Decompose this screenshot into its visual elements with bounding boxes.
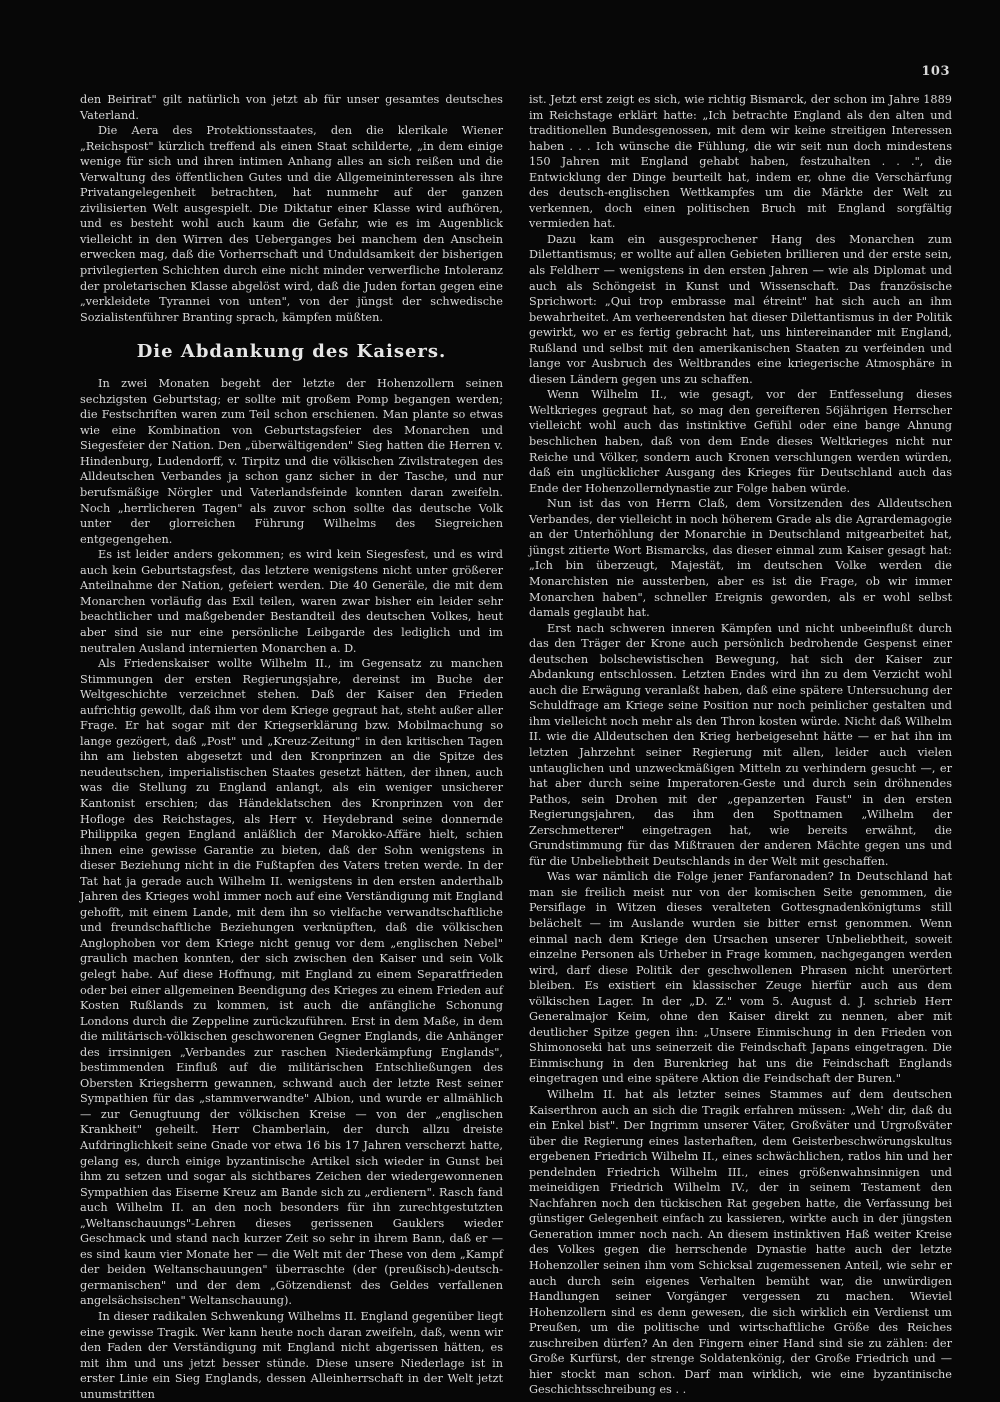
paragraph: den Beirirat" gilt natürlich von jetzt ab für unser gesamtes deutsches Vaterland. [80, 93, 503, 122]
paragraph: Als Friedenskaiser wollte Wilhelm II., im Gegensatz zu manchen Stimmungen der ersten Regierungsjahre, dereinst im Buche der Weltgeschichte verzeichnet stehen. Daß der Kaiser den Frieden aufrichtig gewollt, daß ihm vor dem Kriege gegraut hat, steht außer aller Frage. Er hat sogar mit der Kriegserklärung bzw. Mobilmachung so lange gezögert, daß „Post" und „Kreuz-Zeitung" in den kritischen Tagen ihn am liebsten abgesetzt und den Kronprinzen an die Spitze des neudeutschen, imperialistischen Staates gesetzt hätten, der ihnen, auch was die Stellung zu England anlangt, als ein weniger unsicherer Kantonist erschien; das Händeklatschen des Kronprinzen von der Hofloge des Reichstages, als Herr v. Heydebrand seine donnernde Philippika gegen England anläßlich der Marokko-Affäre hielt, schien ihnen eine gewisse Garantie zu bieten, daß der Sohn wenigstens in dieser Beziehung nicht in die Fußtapfen des Vaters treten werde. In der Tat hat ja gerade auch Wilhelm II. wenigstens in den ersten anderthalb Jahren des Krieges wohl immer noch auf eine Verständigung mit England gehofft, mit einem Lande, mit dem ihn so vielfache verwandtschaftliche und freundschaftliche Beziehungen verknüpften, daß die völkischen Anglophoben vor dem Kriege nicht genug vor dem „englischen Nebel" graulich machen konnten, der sich zwischen den Kaiser und sein Volk gelegt habe. Auf diese Hoffnung, mit England zu einem Separatfrieden oder bei einer allgemeinen Beendigung des Krieges zu einem Frieden auf Kosten Rußlands zu kommen, ist auch die anfängliche Schonung Londons durch die Zeppeline zurückzuführen. Erst in dem Maße, in dem die militärisch-völkischen geschworenen Gegner Englands, die Anhänger des irrsinnigen „Verbandes zur raschen Niederkämpfung Englands", bestimmenden Einfluß auf die militärischen Entschließungen des Obersten Kriegsherrn gewannen, schwand auch der letzte Rest seiner Sympathien für das „stammverwandte" Albion, und wurde er allmählich — zur Genugtuung der völkischen Kreise — von der „englischen Krankheit" geheilt. Herr Chamberlain, der durch allzu dreiste Aufdringlichkeit seine Gnade vor etwa 16 bis 17 Jahren verscherzt hatte, gelang es, durch einige byzantinische Artikel sich wieder in Gunst bei ihm zu setzen und sogar als sichtbares Zeichen der wiedergewonnenen Sympathien das Eiserne Kreuz am Bande sich zu „erdienern". Rasch fand auch Wilhelm II. an den noch besonders für ihn zurechtgestutzten „Weltanschauungs"-Lehren dieses gerissenen Gauklers wieder Geschmack und stand nach kurzer Zeit so sehr in ihrem Bann, daß er — es sind kaum vier Monate her — die Welt mit der These von dem „Kampf der beiden Weltanschauungen" überraschte (der (preußisch)-deutsch-germanischen" und der dem „Götzendienst des Geldes verfallenen angelsächsischen" Weltanschauung). [80, 657, 503, 1308]
paragraph: ist. Jetzt erst zeigt es sich, wie richtig Bismarck, der schon im Jahre 1889 im Reichstage erklärt hatte: „Ich betrachte England als den alten und traditionellen Bundesgenossen, mit dem wir keine streitigen Interessen haben . . . Ich wünsche die Fühlung, die wir seit nun doch mindestens 150 Jahren mit England gehabt haben, festzuhalten . . .", die Entwicklung der Dinge beurteilt hat, indem er, ohne die Verschärfung des deutsch-englischen Wettkampfes um die Märkte der Welt zu verkennen, doch einen politischen Bruch mit England sorgfältig vermieden hat. [529, 93, 952, 231]
paragraph: Dazu kam ein ausgesprochener Hang des Monarchen zum Dilettantismus; er wollte auf allen Gebieten brillieren und der erste sein, als Feldherr — wenigstens in den ersten Jahren — wie als Diplomat und auch als Schöngeist in Kunst und Wissenschaft. Das französische Sprichwort: „Qui trop embrasse mal étreint" hat sich auch an ihm bewahrheitet. Am verheerendsten hat dieser Dilettantismus in der Politik gewirkt, wo er es fertig gebracht hat, uns hintereinander mit England, Rußland und selbst mit den amerikanischen Staaten zu verfeinden und lange vor Ausbruch des Weltbrandes eine kriegerische Atmosphäre in diesen Ländern gegen uns zu schaffen. [529, 232, 952, 386]
paragraph: Nun ist das von Herrn Claß, dem Vorsitzenden des Alldeutschen Verbandes, der vielleicht in noch höherem Grade als die Agrardemagogie an der Unterhöhlung der Monarchie in Deutschland mitgearbeitet hat, jüngst zitierte Wort Bismarcks, das dieser einmal zum Kaiser gesagt hat: „Ich bin überzeugt, Majestät, im deutschen Volke werden die Monarchisten nie aussterben, aber es ist die Frage, ob wir immer Monarchen haben", schneller Ereignis geworden, als er wohl selbst damals geglaubt hat. [529, 497, 952, 620]
paragraph: Erst nach schweren inneren Kämpfen und nicht unbeeinflußt durch das den Träger der Krone auch persönlich bedrohende Gespenst einer deutschen bolschewistischen Bewegung, hat sich der Kaiser zur Abdankung entschlossen. Letzten Endes wird ihn zu dem Verzicht wohl auch die Erwägung veranlaßt haben, daß eine spätere Untersuchung der Schuldfrage am Kriege seine Position nur noch peinlicher gestalten und ihm vielleicht noch mehr als den Thron kosten würde. Nicht daß Wilhelm II. wie die Alldeutschen den Krieg herbeigesehnt hätte — er hat ihn im letzten Jahrzehnt seiner Regierung mit allen, leider auch vielen untauglichen und unzweckmäßigen Mitteln zu verhindern gesucht —, er hat aber durch seine Imperatoren-Geste und durch sein dröhnendes Pathos, sein Drohen mit der „gepanzerten Faust" in den ersten Regierungsjahren, das ihm den Spottnamen „Wilhelm der Zerschmetterer" eingetragen hat, wie bereits erwähnt, die Grundstimmung für das Mißtrauen der anderen Mächte gegen uns und für die Unbeliebtheit Deutschlands in der Welt mit geschaffen. [529, 621, 952, 868]
paragraph: In dieser radikalen Schwenkung Wilhelms II. England gegenüber liegt eine gewisse Tragik. Wer kann heute noch daran zweifeln, daß, wenn wir den Faden der Verständigung mit England nicht abgerissen hätten, es mit ihm und uns jetzt besser stünde. Diese unsere Niederlage ist in erster Linie ein Sieg Englands, dessen Alleinherrschaft in der Welt jetzt unumstritten [80, 1310, 503, 1401]
page-number: 103 [921, 64, 950, 79]
text-columns [80, 92, 952, 1401]
paragraph: Wilhelm II. hat als letzter seines Stammes auf dem deutschen Kaiserthron auch an sich die Tragik erfahren müssen: „Weh' dir, daß du ein Enkel bist". Der Ingrimm unserer Väter, Großväter und Urgroßväter über die Regierung eines lasterhaften, dem Geisterbeschwörungskultus ergebenen Friedrich Wilhelm II., eines schwächlichen, ratlos hin und her pendelnden Friedrich Wilhelm III., eines größenwahnsinnigen und meineidigen Friedrich Wilhelm IV., der in seinem Testament den Nachfahren noch den tückischen Rat gegeben hatte, die Verfassung bei günstiger Gelegenheit einfach zu kassieren, wirkte auch in der jüngsten Generation immer noch nach. An diesem instinktiven Haß weiter Kreise des Volkes gegen die herrschende Dynastie hatte auch der letzte Hohenzoller seinen ihm vom Schicksal zugemessenen Anteil, wie sehr er auch durch sein eigenes Verhalten bemüht war, die unwürdigen Handlungen seiner Vorgänger vergessen zu machen. Wieviel Hohenzollern sind es denn gewesen, die sich wirklich ein Verdienst um Preußen, um die politische und wirtschaftliche Größe des Reiches zuschreiben dürfen? An den Fingern einer Hand sind sie zu zählen: der Große Kurfürst, der strenge Soldatenkönig, der Große Friedrich und — hier stockt man schon. Darf man wirklich, wie eine byzantinische Geschichtsschreibung es . . [529, 1088, 952, 1397]
paragraph: In zwei Monaten begeht der letzte der Hohenzollern seinen sechzigsten Geburtstag; er sollte mit großem Pomp begangen werden; die Festschriften waren zum Teil schon erschienen. Man plante so etwas wie eine Kombination von Geburtstagsfeier des Monarchen und Siegesfeier der Nation. Den „überwältigenden" Sieg hatten die Herren v. Hindenburg, Ludendorff, v. Tirpitz und die völkischen Zivilstrategen des Alldeutschen Verbandes ja schon ganz sicher in der Tasche, und nur berufsmäßige Nörgler und Vaterlandsfeinde konnten daran zweifeln. Noch „herrlicheren Tagen" als zuvor schon sollte das deutsche Volk unter der glorreichen Führung Wilhelms des Siegreichen entgegengehen. [80, 377, 503, 546]
article-heading: Die Abdankung des Kaisers. [136, 341, 447, 363]
paragraph: Es ist leider anders gekommen; es wird kein Siegesfest, und es wird auch kein Geburtstagsfest, das letztere wenigstens nicht unter größerer Anteilnahme der Nation, gefeiert werden. Die 40 Generäle, die mit dem Monarchen vorläufig das Exil teilen, waren zwar bisher ein leider sehr beachtlicher und maßgebender Bestandteil des deutschen Volkes, heut aber sind sie nur eine persönliche Leibgarde des lediglich und im neutralen Ausland internierten Monarchen a. D. [80, 548, 503, 655]
paragraph: Die Aera des Protektionsstaates, den die klerikale Wiener „Reichspost" kürzlich treffend als einen Staat schilderte, „in dem einige wenige für sich und ihren intimen Anhang alles an sich reißen und die Verwaltung des öffentlichen Gutes und die Allgemeininteressen als ihre Privatangelegenheit betrachten, hat nunmehr auf der ganzen zivilisierten Welt ausgespielt. Die Diktatur einer Klasse wird aufhören, und es besteht wohl auch kaum die Gefahr, wie es im Augenblick vielleicht in den Wirren des Ueberganges bei manchem den Anschein erwecken mag, daß die Vorherrschaft und Unduldsamkeit der bisherigen privilegierten Schichten durch eine nicht minder verwerfliche Intoleranz der proletarischen Klasse abgelöst wird, daß die Juden fortan gegen eine „verkleidete Tyrannei von unten", von der jüngst der schwedische Sozialistenführer Branting sprach, kämpfen müßten. [80, 124, 503, 324]
paragraph: Was war nämlich die Folge jener Fanfaronaden? In Deutschland hat man sie freilich meist nur von der komischen Seite genommen, die Persiflage in Witzen dieses veralteten Gottesgnadenkönigtums still belächelt — im Auslande wurden sie bitter ernst genommen. Wenn einmal nach dem Kriege den Ursachen unserer Unbeliebtheit, soweit einzelne Personen als Urheber in Frage kommen, nachgegangen werden wird, darf diese Politik der geschwollenen Phrasen nicht unerörtert bleiben. Es existiert ein klassischer Zeuge hierfür auch aus dem völkischen Lager. In der „D. Z." vom 5. August d. J. schrieb Herr Generalmajor Keim, ohne den Kaiser direkt zu nennen, aber mit deutlicher Spitze gegen ihn: „Unsere Einmischung in den Frieden von Shimonoseki hat uns seinerzeit die Feindschaft Japans eingetragen. Die Einmischung in den Burenkrieg hat uns die Feindschaft Englands eingetragen und eine spätere Aktion die Feindschaft der Buren." [529, 870, 952, 1086]
left-column [80, 92, 503, 1401]
right-column [529, 92, 952, 1397]
paragraph: Wenn Wilhelm II., wie gesagt, vor der Entfesselung dieses Weltkrieges gegraut hat, so mag den gereifteren 56jährigen Herrscher vielleicht wohl auch das instinktive Gefühl oder eine bange Ahnung beschlichen haben, daß von dem Ende dieses Weltkrieges nicht nur Reiche und Völker, sondern auch Kronen verschlungen werden würden, daß ein unglücklicher Ausgang des Krieges für Deutschland auch das Ende der Hohenzollerndynastie zur Folge haben würde. [529, 388, 952, 495]
